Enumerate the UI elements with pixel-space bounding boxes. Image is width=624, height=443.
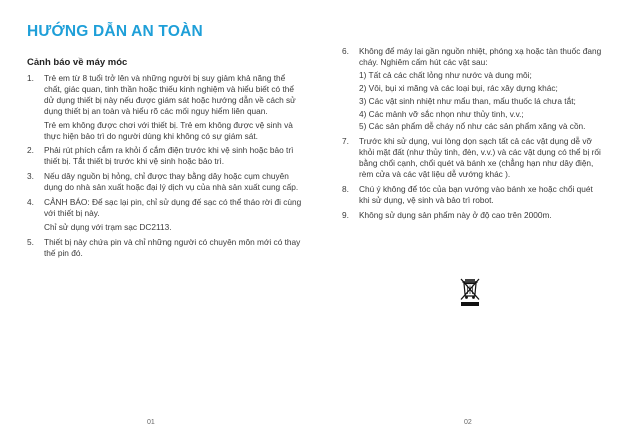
item-number: 9. xyxy=(342,209,349,220)
safety-list-right xyxy=(342,46,602,225)
crossed-out-wheelie-bin-icon xyxy=(459,277,481,307)
list-item xyxy=(27,197,302,233)
item-number: 1. xyxy=(27,73,34,83)
safety-list-left xyxy=(27,73,302,263)
list-item xyxy=(342,46,602,132)
item-number: 8. xyxy=(342,183,349,194)
list-item xyxy=(27,145,302,167)
sub-item-text: 4) Các mảnh vỡ sắc nhọn như thủy tinh, v.v.; xyxy=(359,108,524,119)
item-number: 5. xyxy=(27,236,34,247)
sub-item-text: 5) Các sản phẩm dễ cháy nổ như các sản phẩm xăng và cồn. xyxy=(359,121,586,132)
item-text: CẢNH BÁO: Để sạc lại pin, chỉ sử dụng đế sạc có thể tháo rời đi cùng với thiết bị này. xyxy=(44,197,302,218)
sub-item-text: 3) Các vật sinh nhiệt như mẩu than, mẩu thuốc lá chưa tắt; xyxy=(359,95,576,106)
list-item xyxy=(342,136,602,180)
list-item xyxy=(27,237,302,259)
item-text: Không sử dụng sản phẩm này ở độ cao trên 2000m. xyxy=(359,209,552,220)
page-title: HƯỚNG DẪN AN TOÀN xyxy=(27,23,203,40)
item-text: Phải rút phích cắm ra khỏi ổ cắm điện trước khi vệ sinh hoặc bảo trì thiết bị. Tắt thiết bị trước khi vệ sinh hoặc bảo trì. xyxy=(44,145,294,167)
item-note: Chỉ sử dụng với trạm sạc DC2113. xyxy=(44,221,172,232)
sub-item xyxy=(359,96,602,107)
item-text: Thiết bị này chứa pin và chỉ những người có chuyên môn mới có thay thế pin đó. xyxy=(44,236,301,258)
list-item xyxy=(27,171,302,193)
section-heading: Cảnh báo về máy móc xyxy=(27,57,128,68)
item-number: 7. xyxy=(342,136,349,147)
item-number: 6. xyxy=(342,46,349,56)
item-text: Trước khi sử dụng, vui lòng dọn sạch tất cả các vật dụng dễ vỡ khỏi mặt đất (như thủy tinh, đèn, v.v.) và các vật dụng có thể bị rối bằng chổi cạnh, chổi quét và bánh xe (chẳng hạn như dây điện, rèm cửa và các vật liệu dễ vướng khác ). xyxy=(359,136,601,180)
sub-item xyxy=(359,121,602,132)
sub-item-text: 1) Tất cả các chất lỏng như nước và dung môi; xyxy=(359,69,532,80)
list-item xyxy=(342,210,602,221)
item-text: Trẻ em từ 8 tuổi trở lên và những người bị suy giảm khả năng thể chất, giác quan, tinh thần hoặc thiếu kinh nghiệm và hiểu biết có thể dử dụng thiết bị này nếu được giám sát hoặc hướng dẫn về cách sử dụng thiết bị an toàn và hiểu rõ các mối nguy hiểm liên quan. xyxy=(44,73,296,116)
item-number: 3. xyxy=(27,171,34,182)
item-text: Nếu dây nguồn bị hỏng, chỉ được thay bằng dây hoặc cụm chuyên dụng do nhà sản xuất hoặc đại lý dịch vụ của nhà sản xuất cung cấp. xyxy=(44,171,299,193)
sub-item xyxy=(359,70,602,81)
page-number-left: 01 xyxy=(147,419,155,426)
item-note: Trẻ em không được chơi với thiết bị. Trẻ em không được vệ sinh và thực hiện bảo trì do người dùng khi không có sự giám sát. xyxy=(44,119,293,141)
sub-item-text: 2) Vôi, bụi xi măng và các loại bụi, rác xây dựng khác; xyxy=(359,82,558,93)
prohibited-items-list xyxy=(359,70,602,133)
page-number-right: 02 xyxy=(464,419,472,426)
item-text: Không để máy lại gần nguồn nhiệt, phóng xạ hoặc tàn thuốc đang cháy. Nghiêm cấm hút các vật sau: xyxy=(359,46,602,67)
item-text: Chú ý không để tóc của bạn vướng vào bánh xe hoặc chổi quét khi sử dụng, vệ sinh và bảo trì robot. xyxy=(359,183,593,205)
item-number: 2. xyxy=(27,145,34,156)
list-item xyxy=(342,184,602,206)
item-number: 4. xyxy=(27,197,34,208)
sub-item xyxy=(359,83,602,94)
list-item xyxy=(27,73,302,141)
sub-item xyxy=(359,109,602,120)
